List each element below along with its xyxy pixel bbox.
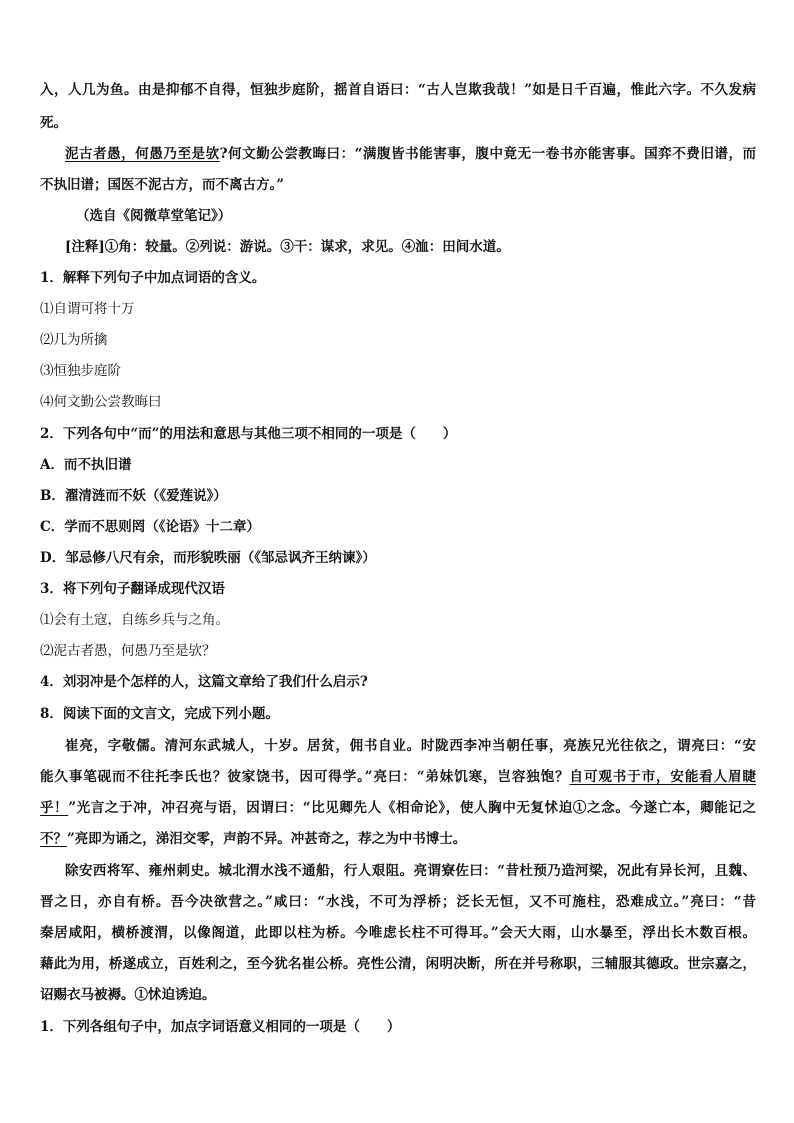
passage2-p1-line3 bbox=[40, 798, 756, 818]
passage1-line2: 死。 bbox=[40, 115, 67, 131]
question-2-option-d: D．邹忌修八尺有余，而形貌昳丽（《邹忌讽齐王纳谏》） bbox=[40, 550, 376, 566]
passage1-source: （选自《阅微草堂笔记》） bbox=[76, 208, 232, 224]
passage2-p1-line2-a: 能久事笔砚而不往托李氏也？彼家饶书，因可得学。”亮曰：“弟妹饥寒，岂容独饱？ bbox=[40, 769, 570, 785]
question-8: 8．阅读下面的文言文，完成下列小题。 bbox=[40, 706, 279, 722]
question-1-item-2: ⑵几为所擒 bbox=[40, 332, 108, 348]
question-1-item-1: ⑴自谓可将十万 bbox=[40, 301, 135, 317]
passage1-note: [注释]①角：较量。②列说：游说。③干：谋求，求见。④洫：田间水道。 bbox=[65, 239, 510, 255]
passage2-p2-line2: 晋之日，亦自有桥。吾今决欲营之。”咸曰：“水浅，不可为浮桥；泛长无恒，又不可施柱，恐难成立。”亮曰：“昔 bbox=[40, 894, 756, 910]
question-3-item-1: ⑴会有土寇，自练乡兵与之角。 bbox=[40, 612, 229, 628]
question-2-option-a: A．而不执旧谱 bbox=[40, 457, 132, 473]
passage2-p2-line3: 秦居咸阳，横桥渡渭，以像阁道，此即以柱为桥。今唯虑长柱不可得耳。”会天大雨，山水暴至，浮出长木数百根。 bbox=[40, 925, 756, 941]
passage2-p1-line3-b: ”光言之于冲，冲召亮与语，因谓曰：“比见卿先人《相命论》，使人胸中无复怵迫①之念。今遂亡本，卿能记之 bbox=[68, 800, 756, 816]
question-1: 1．解释下列句子中加点词语的含义。 bbox=[40, 270, 266, 286]
question-3: 3．将下列句子翻译成现代汉语 bbox=[40, 581, 225, 597]
underlined-sentence: 自可观书于市，安能看人眉睫 bbox=[569, 769, 756, 785]
passage2-p1-line1: 崔亮，字敬儒。清河东武城人，十岁。居贫，佣书自业。时陇西李冲当朝任事，亮族兄光往依之，谓亮曰：“安 bbox=[65, 738, 756, 754]
underlined-sentence: 不？ bbox=[40, 831, 67, 847]
passage2-p1-line4-b: ”亮即为诵之，涕泪交零，声韵不异。冲甚奇之，荐之为中书博士。 bbox=[67, 831, 467, 847]
question-1-item-4: ⑷何文勤公尝教晦曰 bbox=[40, 394, 162, 410]
underlined-sentence-end: 乎！ bbox=[40, 800, 69, 816]
question-1-item-3: ⑶恒独步庭阶 bbox=[40, 363, 121, 379]
passage1-line3-rest: ?何文勤公尝教晦曰：“满腹皆书能害事，腹中竟无一卷书亦能害事。国弈不费旧谱，而 bbox=[219, 146, 756, 162]
question-2-1: 1．下列各组句子中，加点字词语意义相同的一项是（ ） bbox=[40, 1019, 401, 1035]
passage2-p1-line4 bbox=[40, 829, 756, 849]
passage2-p2-line1: 除安西将军、雍州刺史。城北渭水浅不通船，行人艰阻。亮谓寮佐曰：“昔杜预乃造河梁，况此有异长河，且魏、 bbox=[65, 863, 756, 879]
question-3-item-2: ⑵泥古者愚，何愚乃至是欤？ bbox=[40, 643, 216, 659]
question-2-option-b: B．濯清涟而不妖（《爱莲说》） bbox=[40, 488, 227, 504]
passage1-line3 bbox=[65, 144, 756, 164]
question-2-option-c: C．学而不思则罔（《论语》十二章） bbox=[40, 519, 260, 535]
passage1-line4: 不执旧谱；国医不泥古方，而不离古方。” bbox=[40, 177, 285, 193]
underlined-sentence: 泥古者愚，何愚乃至是欤 bbox=[65, 146, 220, 162]
passage2-p1-line2 bbox=[40, 767, 756, 787]
passage2-p2-line4: 藉此为用，桥遂成立，百姓利之，至今犹名崔公桥。亮性公清，闲明决断，所在并号称职，三辅服其德政。世宗嘉之， bbox=[40, 956, 756, 972]
passage1-line1: 入，人几为鱼。由是抑郁不自得，恒独步庭阶，摇首自语曰：“古人岂欺我哉！”如是日千百遍，惟此六字。不久发病 bbox=[40, 82, 756, 98]
question-2: 2．下列各句中“而”的用法和意思与其他三项不相同的一项是（ ） bbox=[40, 426, 457, 442]
passage2-p2-line5: 诏赐衣马被褥。①怵迫诱迫。 bbox=[40, 987, 216, 1003]
question-4: 4．刘羽冲是个怎样的人，这篇文章给了我们什么启示? bbox=[40, 674, 368, 690]
